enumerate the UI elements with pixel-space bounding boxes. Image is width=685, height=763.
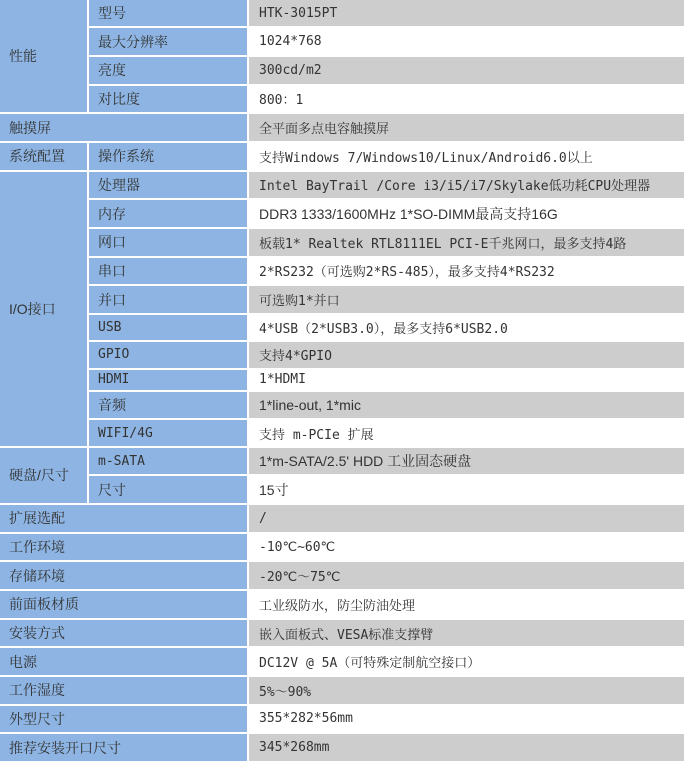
spec-label-cell: 亮度 — [88, 56, 248, 85]
spec-value-cell: 可选购1*并口 — [248, 285, 685, 314]
spec-label-cell: m-SATA — [88, 447, 248, 476]
spec-value-cell: 支持Windows 7/Windows10/Linux/Android6.0以上 — [248, 142, 685, 171]
spec-label-cell: 音频 — [88, 391, 248, 420]
table-row — [0, 369, 685, 391]
spec-label-cell: 处理器 — [88, 171, 248, 200]
spec-value-cell: HTK-3015PT — [248, 0, 685, 27]
table-row — [0, 142, 685, 171]
spec-value-cell: 支持 m-PCIe 扩展 — [248, 419, 685, 446]
spec-value-cell: / — [248, 504, 685, 533]
table-row — [0, 733, 685, 762]
spec-value-cell: 支持4*GPIO — [248, 341, 685, 368]
table-row — [0, 27, 685, 56]
spec-label-cell: WIFI/4G — [88, 419, 248, 446]
spec-value-cell: 1*m-SATA/2.5' HDD 工业固态硬盘 — [248, 447, 685, 476]
spec-value-cell: -20℃～75℃ — [248, 561, 685, 590]
spec-value-cell: DDR3 1333/1600MHz 1*SO-DIMM最高支持16G — [248, 199, 685, 228]
spec-value-cell: 300cd/m2 — [248, 56, 685, 85]
table-row — [0, 619, 685, 648]
table-row — [0, 561, 685, 590]
spec-label-cell: USB — [88, 314, 248, 341]
table-row — [0, 676, 685, 705]
spec-value-cell: 15寸 — [248, 475, 685, 504]
table-row — [0, 590, 685, 619]
table-row — [0, 705, 685, 734]
table-row — [0, 285, 685, 314]
spec-category-cell: 硬盘/尺寸 — [0, 447, 88, 504]
table-row — [0, 257, 685, 286]
table-row — [0, 314, 685, 341]
spec-label-cell: 型号 — [88, 0, 248, 27]
spec-label-cell: 对比度 — [88, 85, 248, 114]
spec-label-cell: GPIO — [88, 341, 248, 368]
spec-category-cell: 触摸屏 — [0, 113, 248, 142]
spec-label-cell: 串口 — [88, 257, 248, 286]
spec-category-cell: 推荐安装开口尺寸 — [0, 733, 248, 762]
spec-category-cell: 前面板材质 — [0, 590, 248, 619]
spec-category-cell: 电源 — [0, 647, 248, 676]
table-row — [0, 391, 685, 420]
spec-value-cell: 全平面多点电容触摸屏 — [248, 113, 685, 142]
spec-category-cell: 工作环境 — [0, 533, 248, 562]
spec-value-cell: 1024*768 — [248, 27, 685, 56]
spec-category-cell: 安装方式 — [0, 619, 248, 648]
spec-label-cell: HDMI — [88, 369, 248, 391]
table-row — [0, 0, 685, 27]
spec-value-cell: 嵌入面板式、VESA标准支撑臂 — [248, 619, 685, 648]
spec-value-cell: 2*RS232（可选购2*RS-485），最多支持4*RS232 — [248, 257, 685, 286]
table-row — [0, 341, 685, 368]
table-row — [0, 228, 685, 257]
spec-value-cell: 1*HDMI — [248, 369, 685, 391]
spec-value-cell: 355*282*56mm — [248, 705, 685, 734]
spec-value-cell: -10℃~60℃ — [248, 533, 685, 562]
spec-label-cell: 最大分辨率 — [88, 27, 248, 56]
spec-label-cell: 网口 — [88, 228, 248, 257]
spec-category-cell: 存储环境 — [0, 561, 248, 590]
spec-category-cell: 外型尺寸 — [0, 705, 248, 734]
table-row — [0, 85, 685, 114]
spec-value-cell: 1*line-out, 1*mic — [248, 391, 685, 420]
table-row — [0, 533, 685, 562]
spec-label-cell: 尺寸 — [88, 475, 248, 504]
table-row — [0, 447, 685, 476]
spec-category-cell: 性能 — [0, 0, 88, 113]
spec-value-cell: 345*268mm — [248, 733, 685, 762]
table-row — [0, 475, 685, 504]
spec-value-cell: 800：1 — [248, 85, 685, 114]
spec-value-cell: DC12V @ 5A（可特殊定制航空接口） — [248, 647, 685, 676]
spec-category-cell: 工作湿度 — [0, 676, 248, 705]
table-row — [0, 199, 685, 228]
spec-value-cell: 4*USB（2*USB3.0），最多支持6*USB2.0 — [248, 314, 685, 341]
table-row — [0, 504, 685, 533]
spec-category-cell: 系统配置 — [0, 142, 88, 171]
spec-label-cell: 并口 — [88, 285, 248, 314]
spec-value-cell: Intel BayTrail /Core i3/i5/i7/Skylake低功耗CPU处理器 — [248, 171, 685, 200]
table-row — [0, 171, 685, 200]
spec-label-cell: 内存 — [88, 199, 248, 228]
spec-category-cell: I/O接口 — [0, 171, 88, 447]
table-row — [0, 419, 685, 446]
table-row — [0, 113, 685, 142]
spec-value-cell: 5%～90% — [248, 676, 685, 705]
table-row — [0, 647, 685, 676]
spec-category-cell: 扩展选配 — [0, 504, 248, 533]
spec-value-cell: 板载1* Realtek RTL8111EL PCI-E千兆网口，最多支持4路 — [248, 228, 685, 257]
spec-label-cell: 操作系统 — [88, 142, 248, 171]
table-row — [0, 56, 685, 85]
spec-value-cell: 工业级防水，防尘防油处理 — [248, 590, 685, 619]
